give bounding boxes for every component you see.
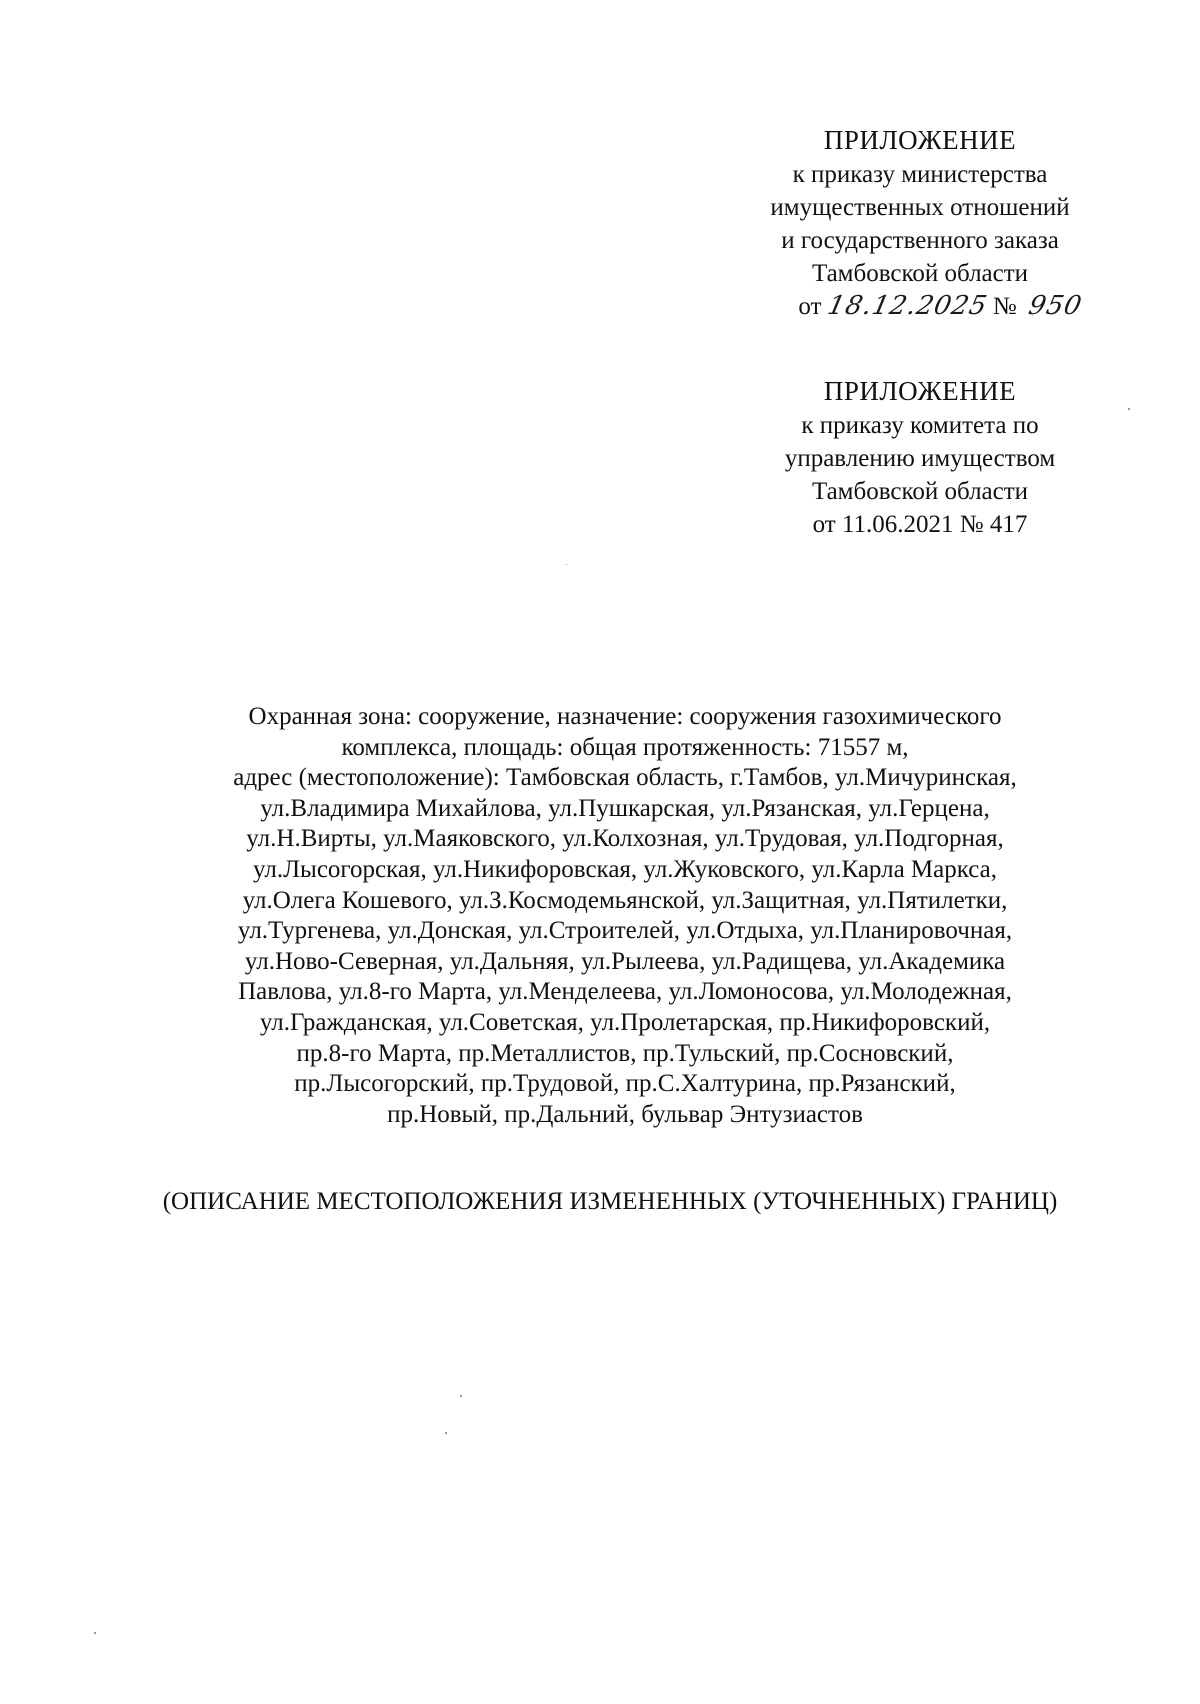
description-line: адрес (местоположение): Тамбовская область, г.Тамбов, ул.Мичуринская, [233,764,1017,792]
description-line: ул.Ново-Северная, ул.Дальняя, ул.Рылеева, ул.Радищева, ул.Академика [244,947,1006,975]
appendix-line: и государственного заказа [781,227,1059,254]
appendix-title: ПРИЛОЖЕНИЕ [823,376,1017,406]
appendix-header-ministry [710,122,1130,323]
appendix-header-committee [710,373,1130,541]
appendix-line: управлению имуществом [784,445,1056,472]
appendix-line: к приказу комитета по [801,412,1039,439]
description-line: ул.Лысогорская, ул.Никифоровская, ул.Жуковского, ул.Карла Маркса, [252,855,998,883]
protection-zone-description [150,702,1100,1130]
section-subtitle: (ОПИСАНИЕ МЕСТОПОЛОЖЕНИЯ ИЗМЕНЕННЫХ (УТОЧНЕННЫХ) ГРАНИЦ) [162,1188,1058,1215]
description-line: пр.Новый, пр.Дальний, бульвар Энтузиастов [387,1100,863,1128]
appendix-line: к приказу министерства [792,161,1048,188]
scan-speck [566,564,567,565]
description-line: ул.Н.Вирты, ул.Маяковского, ул.Колхозная, ул.Трудовая, ул.Подгорная, [246,825,1004,853]
description-line: Охранная зона: сооружение, назначение: сооружения газохимического [248,703,1002,730]
description-line: ул.Владимира Михайлова, ул.Пушкарская, ул.Рязанская, ул.Герцена, [260,794,990,822]
scan-speck [460,1395,462,1397]
description-line: комплекса, площадь: общая протяженность: 71557 м, [341,733,909,761]
appendix-title: ПРИЛОЖЕНИЕ [823,125,1017,155]
description-line: ул.Олега Кошевого, ул.З.Космодемьянской, ул.Защитная, ул.Пятилетки, [242,886,1008,914]
handwritten-date: 18.12.2025 [824,291,990,321]
description-line: ул.Гражданская, ул.Советская, ул.Пролетарская, пр.Никифоровский, [259,1008,991,1036]
scan-speck [1128,408,1130,410]
appendix-line: Тамбовской области [811,260,1029,287]
handwritten-order-number: 950 [1025,291,1085,321]
scan-speck [445,1432,447,1434]
description-line: Павлова, ул.8-го Марта, ул.Менделеева, ул.Ломоносова, ул.Молодежная, [238,978,1012,1006]
appendix-date-line [710,290,1130,323]
appendix-line: от 11.06.2021 № 417 [812,511,1028,538]
number-sign: № [992,293,1017,320]
description-line: пр.8-го Марта, пр.Металлистов, пр.Тульский, пр.Сосновский, [296,1039,954,1067]
appendix-line: Тамбовской области [811,478,1029,505]
description-line: ул.Тургенева, ул.Донская, ул.Строителей, ул.Отдыха, ул.Планировочная, [237,917,1013,945]
description-line: пр.Лысогорский, пр.Трудовой, пр.С.Халтурина, пр.Рязанский, [294,1070,956,1098]
scan-speck [94,1632,96,1634]
date-prefix: от [798,293,822,320]
appendix-line: имущественных отношений [770,194,1070,221]
